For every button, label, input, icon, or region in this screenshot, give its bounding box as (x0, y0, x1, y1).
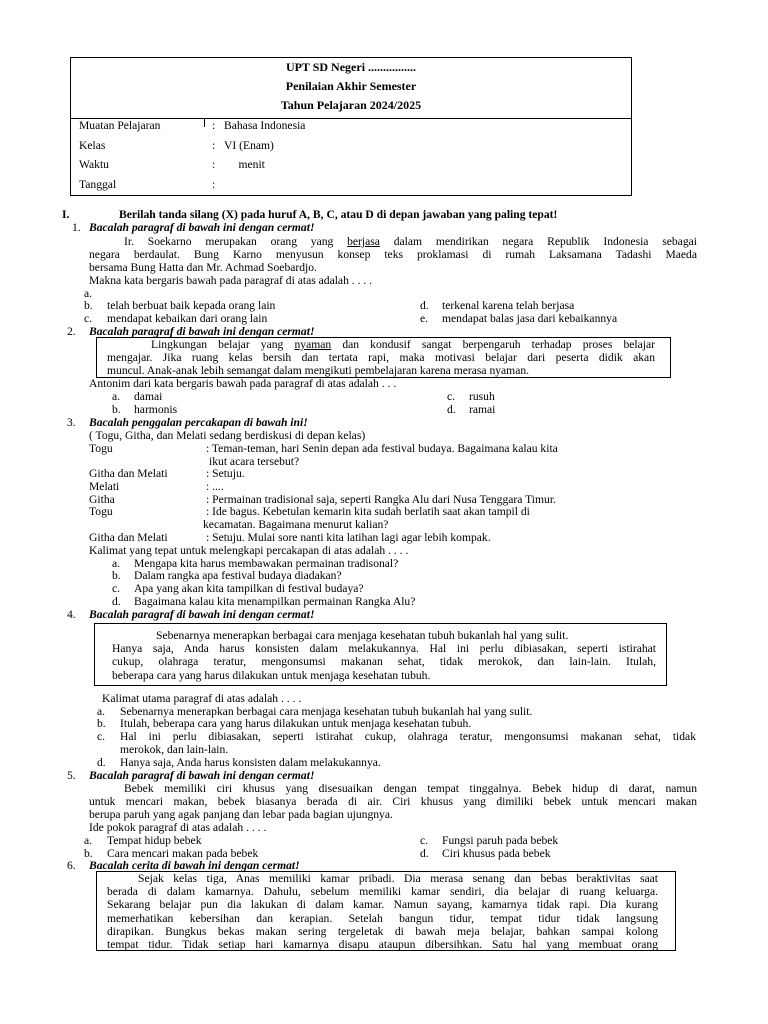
meta-colon: : (212, 178, 216, 191)
reading-paragraph (107, 872, 658, 951)
option-text[interactable]: mendapat balas jasa dari kebaikannya (442, 312, 618, 325)
question-prompt: Bacalah paragraf di bawah ini dengan cermat! (89, 325, 315, 338)
option-text[interactable]: Itulah, beberapa cara yang harus dilakukan untuk menjaga kesehatan tubuh. (120, 717, 472, 730)
option-text[interactable]: terkenal karena telah berjasa (442, 299, 575, 312)
option-text[interactable]: Tempat hidup bebek (107, 834, 202, 847)
speaker-name: Melati (89, 480, 120, 493)
option-letter[interactable]: c. (112, 582, 121, 595)
meta-colon: : (212, 158, 216, 171)
speaker-line: : Setuju. (206, 467, 245, 480)
meta-label: Waktu (79, 158, 109, 171)
meta-label: Muatan Pelajaran (79, 119, 161, 132)
speaker-line-cont: ikut acara tersebut? (209, 455, 300, 468)
option-text[interactable]: Hal ini perlu dibiasakan, seperti istirahat cukup, olahraga teratur, mengonsumsi makanan sehat, tidak merokok, dan lain-lain. (120, 730, 696, 757)
question-text: Makna kata bergaris bawah pada paragraf di atas adalah . . . . (89, 274, 373, 287)
option-letter[interactable]: a. (84, 834, 93, 847)
question-text: Kalimat yang tepat untuk melengkapi percakapan di atas adalah . . . . (89, 544, 409, 557)
option-letter[interactable]: c. (84, 312, 93, 325)
question-prompt: Bacalah paragraf di bawah ini dengan cermat! (89, 221, 315, 234)
meta-value: Bahasa Indonesia (224, 119, 306, 132)
speaker-line: : .... (206, 480, 224, 493)
paragraph-line: Sekarang belajar pun dia lakukan di dalam kamar. Namun sayang, kamarnya tidak rapi. Dia kurang (107, 898, 658, 912)
meta-colon: : (212, 139, 216, 152)
paragraph-line: berupa paruh yang agak panjang dan lebar pada bagian ujungnya. (89, 808, 393, 822)
question-prompt: Bacalah paragraf di bawah ini dengan cermat! (89, 769, 315, 782)
reading-paragraph (89, 782, 697, 822)
question-prompt: Bacalah cerita di bawah ini dengan cermat! (89, 859, 300, 872)
option-text[interactable]: mendapat kebaikan dari orang lain (107, 312, 268, 325)
speaker-name: Togu (89, 505, 113, 518)
meta-value: menit (224, 158, 265, 171)
paragraph-line: berada di dalam kamarnya. Dahulu, sebelum memiliki kamar sendiri, dia belajar di ruang keluarga. (107, 885, 658, 899)
speaker-name: Githa dan Melati (89, 467, 168, 480)
option-letter[interactable]: a. (112, 557, 121, 570)
speaker-line: : Teman-teman, hari Senin depan ada festival budaya. Bagaimana kalau kita (206, 442, 558, 455)
option-letter[interactable]: d. (112, 595, 121, 608)
speaker-line: : Permainan tradisional saja, seperti Rangka Alu dari Nusa Tenggara Timur. (206, 493, 556, 506)
paragraph-line: Ir. Soekarno merupakan orang yang berjasa dalam mendirikan negara Republik Indonesia sebagai (124, 235, 697, 248)
reading-paragraph (107, 338, 655, 378)
question-prompt: Bacalah penggalan percakapan di bawah ini! (89, 416, 308, 429)
question-number: 5. (67, 769, 76, 782)
paragraph-line: Lingkungan belajar yang nyaman dan kondusif sangat berpengaruh terhadap proses belajar (151, 338, 655, 351)
option-letter[interactable]: c. (447, 390, 456, 403)
speaker-name: Githa (89, 493, 115, 506)
option-text[interactable]: Cara mencari makan pada bebek (107, 847, 259, 860)
paragraph-line: beberapa cara yang harus dilakukan untuk menjaga kesehatan tubuh. (112, 668, 431, 682)
meta-label: Tanggal (79, 178, 117, 191)
option-letter[interactable]: d. (420, 847, 429, 860)
meta-label: Kelas (79, 139, 106, 152)
option-text[interactable]: Apa yang akan kita tampilkan di festival budaya? (134, 582, 364, 595)
option-text[interactable]: Dalam rangka apa festival budaya diadakan? (134, 569, 342, 582)
question-text: Ide pokok paragraf di atas adalah . . . . (89, 821, 267, 834)
option-letter[interactable]: e. (420, 312, 429, 325)
underlined-word: nyaman (294, 338, 332, 351)
option-letter[interactable]: d. (97, 756, 106, 769)
paragraph-line: bersama Bung Hatta dan Mr. Achmad Soebardjo. (89, 261, 317, 275)
meta-value: VI (Enam) (224, 139, 274, 152)
speaker-line: : Setuju. Mulai sore nanti kita latihan lagi agar lebih kompak. (206, 531, 491, 544)
option-text[interactable]: damai (134, 390, 163, 403)
paragraph-line: Bebek memiliki ciri khusus yang disesuaikan dengan tempat tinggalnya. Bebek hidup di darat, namun (124, 782, 697, 795)
section-numeral: I. (62, 208, 70, 221)
paragraph-line: Hanya saja, Anda harus konsisten dalam melakukannya. Hal ini perlu dibiasakan, seperti istirahat (112, 642, 656, 656)
paragraph-line: muncul. Anak-anak lebih semangat dalam mengikuti pembelajaran karena merasa nyaman. (107, 364, 530, 378)
option-letter[interactable]: d. (420, 299, 429, 312)
dialogue-context: ( Togu, Githa, dan Melati sedang berdiskusi di depan kelas) (89, 429, 366, 442)
paragraph-line: untuk mencari makan, bebek biasanya berada di air. Ciri khusus yang dimiliki bebek untuk mencari makan (89, 795, 697, 809)
option-letter[interactable]: b. (84, 847, 93, 860)
option-letter[interactable]: b. (97, 717, 106, 730)
paragraph-line: memerhatikan kebersihan dan kerapian. Setelah bangun tidur, tempat tidur tidak langsung (107, 911, 658, 925)
option-letter[interactable]: a. (84, 287, 93, 300)
question-number: 2. (67, 325, 76, 338)
paragraph-line: Sebenarnya menerapkan berbagai cara menjaga kesehatan tubuh bukanlah hal yang sulit. (156, 629, 569, 642)
option-text[interactable]: Fungsi paruh pada bebek (442, 834, 559, 847)
option-text[interactable]: ramai (469, 403, 496, 416)
question-prompt: Bacalah paragraf di bawah ini dengan cermat! (89, 608, 315, 621)
option-text[interactable]: telah berbuat baik kepada orang lain (107, 299, 276, 312)
option-text[interactable]: Hanya saja, Anda harus konsisten dalam melakukannya. (120, 756, 381, 769)
question-number: 3. (67, 416, 76, 429)
school-name: UPT SD Negeri ................ (285, 60, 417, 74)
option-letter[interactable]: a. (97, 705, 106, 718)
option-letter[interactable]: b. (112, 403, 121, 416)
section-instruction: Berilah tanda silang (X) pada huruf A, B, C, atau D di depan jawaban yang paling tepat! (119, 208, 558, 221)
option-text[interactable]: Sebenarnya menerapkan berbagai cara menjaga kesehatan tubuh bukanlah hal yang sulit. (120, 705, 533, 718)
question-number: 1. (72, 221, 81, 234)
option-text[interactable]: Ciri khusus pada bebek (442, 847, 551, 860)
option-letter[interactable]: d. (447, 403, 456, 416)
paragraph-line: tempat tidur. Tidak setiap hari kamarnya disapu ataupun dibersihkan. Satu hal yang membuat orang (107, 938, 658, 952)
question-number: 6. (67, 859, 76, 872)
speaker-name: Togu (89, 442, 113, 455)
exam-header-box (70, 57, 632, 196)
question-text: Kalimat utama paragraf di atas adalah . . . . (102, 692, 302, 705)
exam-title: Penilaian Akhir Semester (285, 79, 417, 93)
meta-colon: : (212, 119, 216, 132)
option-letter[interactable]: a. (112, 390, 121, 403)
underlined-word: berjasa (347, 235, 380, 248)
speaker-name: Githa dan Melati (89, 531, 168, 544)
reading-paragraph (89, 235, 697, 275)
question-text: Antonim dari kata bergaris bawah pada paragraf di atas adalah . . . (89, 377, 397, 390)
speaker-line-cont: kecamatan. Bagaimana menurut kalian? (203, 518, 389, 531)
school-year: Tahun Pelajaran 2024/2025 (280, 98, 422, 112)
question-number: 4. (67, 608, 76, 621)
paragraph-line: dirapikan. Bungkus bekas makan sering tergeletak di bawah meja belajar, bahkan sampai kolong (107, 924, 658, 938)
option-letter[interactable]: c. (420, 834, 429, 847)
option-text[interactable]: Mengapa kita harus membawakan permainan tradisonal? (134, 557, 399, 570)
option-text[interactable]: harmonis (134, 403, 178, 416)
option-letter[interactable]: b. (84, 299, 93, 312)
paragraph-line: cukup, olahraga teratur, mengonsumsi makanan sehat, tidak merokok, dan lain-lain. Itulah, (112, 655, 656, 669)
option-text[interactable]: Bagaimana kalau kita menampilkan permainan Rangka Alu? (134, 595, 416, 608)
paragraph-line: negara berdaulat. Bung Karno menyusun konsep teks proklamasi di rumah Laksamana Tadashi Maeda (89, 248, 697, 262)
option-letter[interactable]: c. (97, 730, 106, 743)
paragraph-line: mengajar. Jika ruang kelas bersih dan tertata rapi, maka motivasi belajar dari peserta didik akan (107, 351, 655, 365)
reading-paragraph (112, 629, 656, 682)
paragraph-line: Sejak kelas tiga, Anas memiliki kamar pribadi. Dia merasa senang dan bebas beraktivitas saat (138, 872, 658, 885)
option-text[interactable]: rusuh (469, 390, 495, 403)
speaker-line: : Ide bagus. Kebetulan kemarin kita sudah berlatih saat akan tampil di (206, 505, 530, 518)
option-letter[interactable]: b. (112, 569, 121, 582)
